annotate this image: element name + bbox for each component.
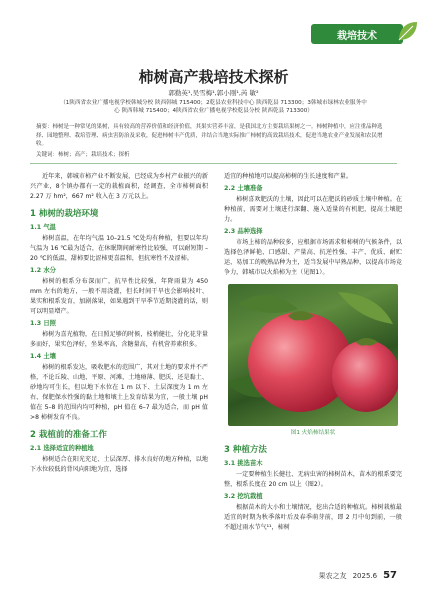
subsection-2-1-text: 柿树适合在阳光充足、土层深厚、排水良好的地方种植，以地下水位较低的背风向阳地为宜，选择 [30, 456, 208, 473]
subsection-3-1-text: 一定要种植生长健壮、无病虫害的柿树苗木，苗木的根系要完整，根系长度在 20 cm 以上（图2）。 [224, 471, 402, 488]
keywords: 关键词：柿树；高产；栽培技术；探析 [36, 152, 130, 158]
right-column [224, 172, 402, 533]
authors: 郭勤英¹,吴雪梅¹,郭小刚¹,芮 敏² [168, 89, 259, 97]
subsection-3-1-heading: 3.1 挑选苗木 [224, 460, 263, 467]
subsection-2-1-heading: 2.1 选择适宜的种植地 [30, 445, 94, 452]
section-3-heading: 3 种植方法 [224, 445, 267, 455]
subsection-1-4-heading: 1.4 土壤 [30, 353, 56, 360]
persimmon-illustration [228, 284, 398, 426]
page-footer [319, 570, 397, 581]
affiliation: （1陕西省农业广播电视学校韩城分校 陕西韩城 715400；2乾县农业科技中心 陕西乾县 713300；3韩城市绿林农业服务中心 陕西韩城 715400；4陕西省农业广播电视学校乾县分校 陕西乾县 713300） [60, 100, 367, 114]
subsection-2-3-text: 市场上柿的品种较多，应根据市场需求和柿树的气候条件，以选择色泽鲜艳、口感甜、产量高、抗逆性强、丰产、优质、耐贮运、易加工的晚熟品种为主，适当发展中早熟品种，以提高市场竞争力，韩城市以火焰柿为主（见图1）。 [224, 239, 402, 276]
subsection-2-2-heading: 2.2 土壤准备 [224, 185, 263, 192]
journal-name: 果农之友 [318, 571, 347, 580]
leaf-icon [395, 18, 421, 44]
abstract: 摘要：柿树是一种常见的果树，具有较高的营养价值和经济价值，其果实营养丰富，是我国北方主要栽培果树之一。柿树种植中，应注重品种选择、园地整理、栽培管理、病虫害防治及采收，促进柿树丰产优质，并结合当地实际推广柿树的高效栽培技术，促进当地农业产业发展和农民增收。 [36, 124, 383, 147]
subsection-1-1-heading: 1.1 气温 [30, 224, 56, 231]
page-number: 57 [383, 570, 397, 581]
issue-number: 2025.6 [352, 571, 378, 580]
subsection-2-3-heading: 2.3 品种选择 [224, 228, 263, 235]
subsection-3-2-text: 根据苗木的大小和土壤情况，挖出合适的种植坑。柿树栽植最适宜的时期为秋季落叶后及春季萌芽前，即 2 月中旬到前，一般不超过雨水节气¹¹，柿树 [224, 504, 402, 531]
persimmon-photo [228, 284, 398, 426]
subsection-1-2-heading: 1.2 水分 [30, 267, 56, 274]
subsection-1-4-text: 柿树的根系发达，吸收肥水的范围广，其对土地的要求并不严格，不论丘陵、山地、平原、河滩，土地瘠薄、肥沃、还是黏土、砂地均可生长，但以地下水位在 1 m 以下、土层深度为 1 m 左右、保肥保水性强的黏土地和壤土上发育结果为宜，一般土壤 pH 值在 5–8 的范围内均可种植，pH 值在 6–7 最为适合，而 pH 值 >8 柿树发育不良。 [30, 364, 208, 421]
intro-paragraph: 近年来，韩城市柿产业不断发展，已经成为乡村产业振兴的新兴产业，8个镇办都有一定的栽植面积，经调查，全市柿树面积 2.27 万 hm²，667 m² 收入在 3 万元以上。 [30, 173, 208, 200]
continued-paragraph: 适宜的种植地可以提高柿树的生长速度和产量。 [224, 173, 352, 180]
article-title: 柿树高产栽培技术探析 [138, 68, 289, 86]
divider [30, 163, 397, 164]
subsection-1-1-text: 柿树喜温，在年均气温 10–21.5 ℃处均有种植，但要以年均气温为 16 ℃最为适合，在休眠期间耐寒性比较强，可以耐短期 –20 ℃的低温，甜柿要比涩柿更喜温和，但抗寒性不及涩柿。 [30, 235, 208, 262]
section-1-heading: 1 柿树的栽培环境 [30, 209, 99, 219]
subsection-1-2-text: 柿树的根系分布深而广，抗旱性比较强，年降雨量为 450 mm 左右的地方，一般不用浇灌，但长时间干旱也会影响枝叶、果实和根系发育，加剧落果，如果遇到干旱季节适期浇灌的话，则可以明显增产。 [30, 278, 208, 315]
subsection-1-3-text: 柿树为喜光植物，在日照足够的时候，枝梢健壮，分化花芽量多而好，果实色泽好，坐果率高，含糖量高，有机营养素积多。 [30, 331, 208, 348]
figure-caption: 图1 火焰柿结果状 [290, 430, 336, 436]
left-column [30, 172, 208, 475]
subsection-2-2-text: 柿树喜欢肥沃的土壤，因此可以在肥沃的砂质土壤中种植。在种植前，需要对土壤进行深翻、施入适量的有机肥，提高土壤肥力。 [224, 196, 402, 223]
section-label: 栽培技术 [337, 30, 377, 42]
section-2-heading: 2 栽植前的准备工作 [30, 430, 107, 440]
subsection-1-3-heading: 1.3 日照 [30, 320, 56, 327]
section-banner [311, 24, 403, 44]
subsection-3-2-heading: 3.2 挖坑栽植 [224, 493, 263, 500]
